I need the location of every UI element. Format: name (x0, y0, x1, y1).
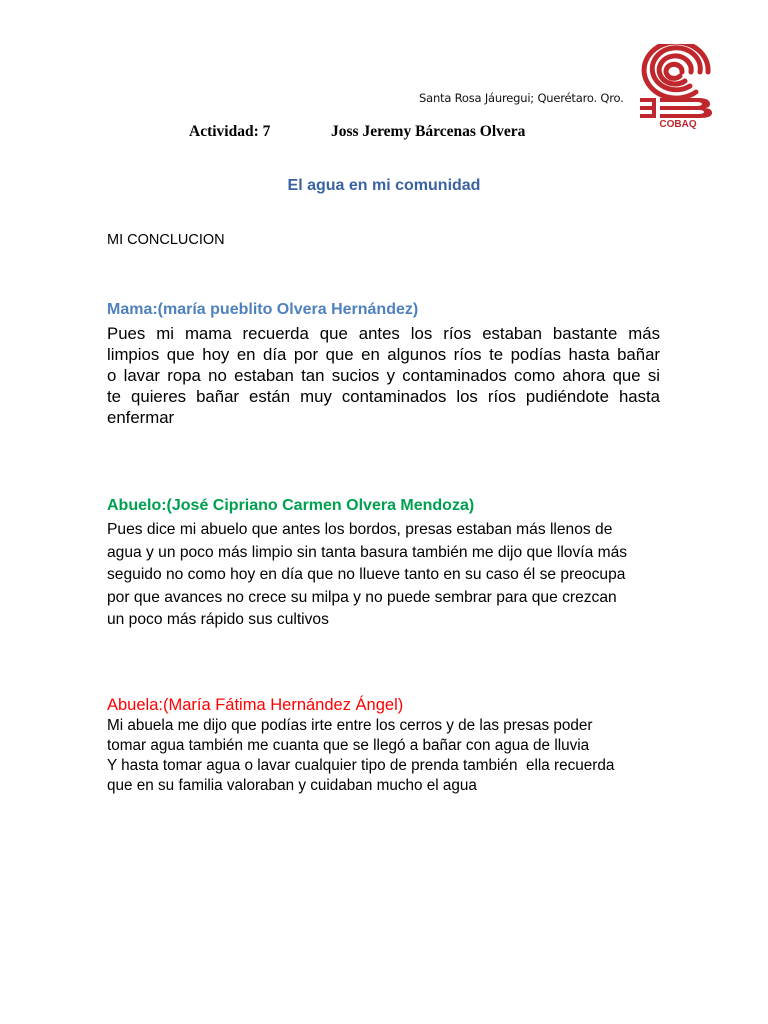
activity-label: Actividad: 7 (189, 123, 271, 140)
document-title: El agua en mi comunidad (287, 177, 481, 194)
paragraph-line: seguido no como hoy en día que no llueve tanto en su caso él se preocupa (107, 566, 626, 583)
section-paragraph-abuela (107, 716, 660, 796)
paragraph-line: agua y un poco más limpio sin tanta basura también me dijo que llovía más (107, 543, 628, 561)
section-paragraph-mama (107, 323, 660, 428)
paragraph-line: te quieres bañar están muy contaminados los ríos pudiéndote hasta (107, 387, 660, 406)
section-heading-abuela: Abuela:(María Fátima Hernández Ángel) (107, 696, 404, 714)
section-paragraph-abuelo (107, 519, 660, 632)
logo-label: COBAQ (659, 119, 697, 130)
cobaq-logo (638, 44, 718, 130)
paragraph-line: Y hasta tomar agua o lavar cualquier tipo de prenda también ella recuerda (107, 757, 615, 774)
author-name: Joss Jeremy Bárcenas Olvera (331, 123, 526, 140)
paragraph-line: enfermar (107, 408, 175, 427)
cobaq-logo-icon (638, 44, 718, 130)
paragraph-line: que en su familia valoraban y cuidaban mucho el agua (107, 777, 477, 794)
paragraph-line: limpios que hoy en día por que en algunos ríos te podías hasta bañar (107, 345, 660, 364)
paragraph-line: o lavar ropa no estaban tan sucios y contaminados como ahora que si (107, 366, 660, 385)
conclusion-label: MI CONCLUCION (107, 232, 225, 248)
section-heading-abuelo: Abuelo:(José Cipriano Carmen Olvera Mendoza) (107, 497, 475, 514)
paragraph-line: por que avances no crece su milpa y no puede sembrar para que crezcan (107, 588, 617, 606)
paragraph-line: un poco más rápido sus cultivos (107, 611, 329, 628)
paragraph-line: Pues mi mama recuerda que antes los ríos estaban bastante más (107, 324, 660, 343)
location-text: Santa Rosa Jáuregui; Querétaro. Qro. (419, 91, 624, 105)
paragraph-line: Mi abuela me dijo que podías irte entre los cerros y de las presas poder (107, 717, 593, 734)
section-heading-mama: Mama:(maría pueblito Olvera Hernández) (107, 301, 419, 318)
paragraph-line: Pues dice mi abuelo que antes los bordos, presas estaban más llenos de (107, 521, 613, 538)
paragraph-line: tomar agua también me cuanta que se llegó a bañar con agua de lluvia (107, 737, 590, 754)
